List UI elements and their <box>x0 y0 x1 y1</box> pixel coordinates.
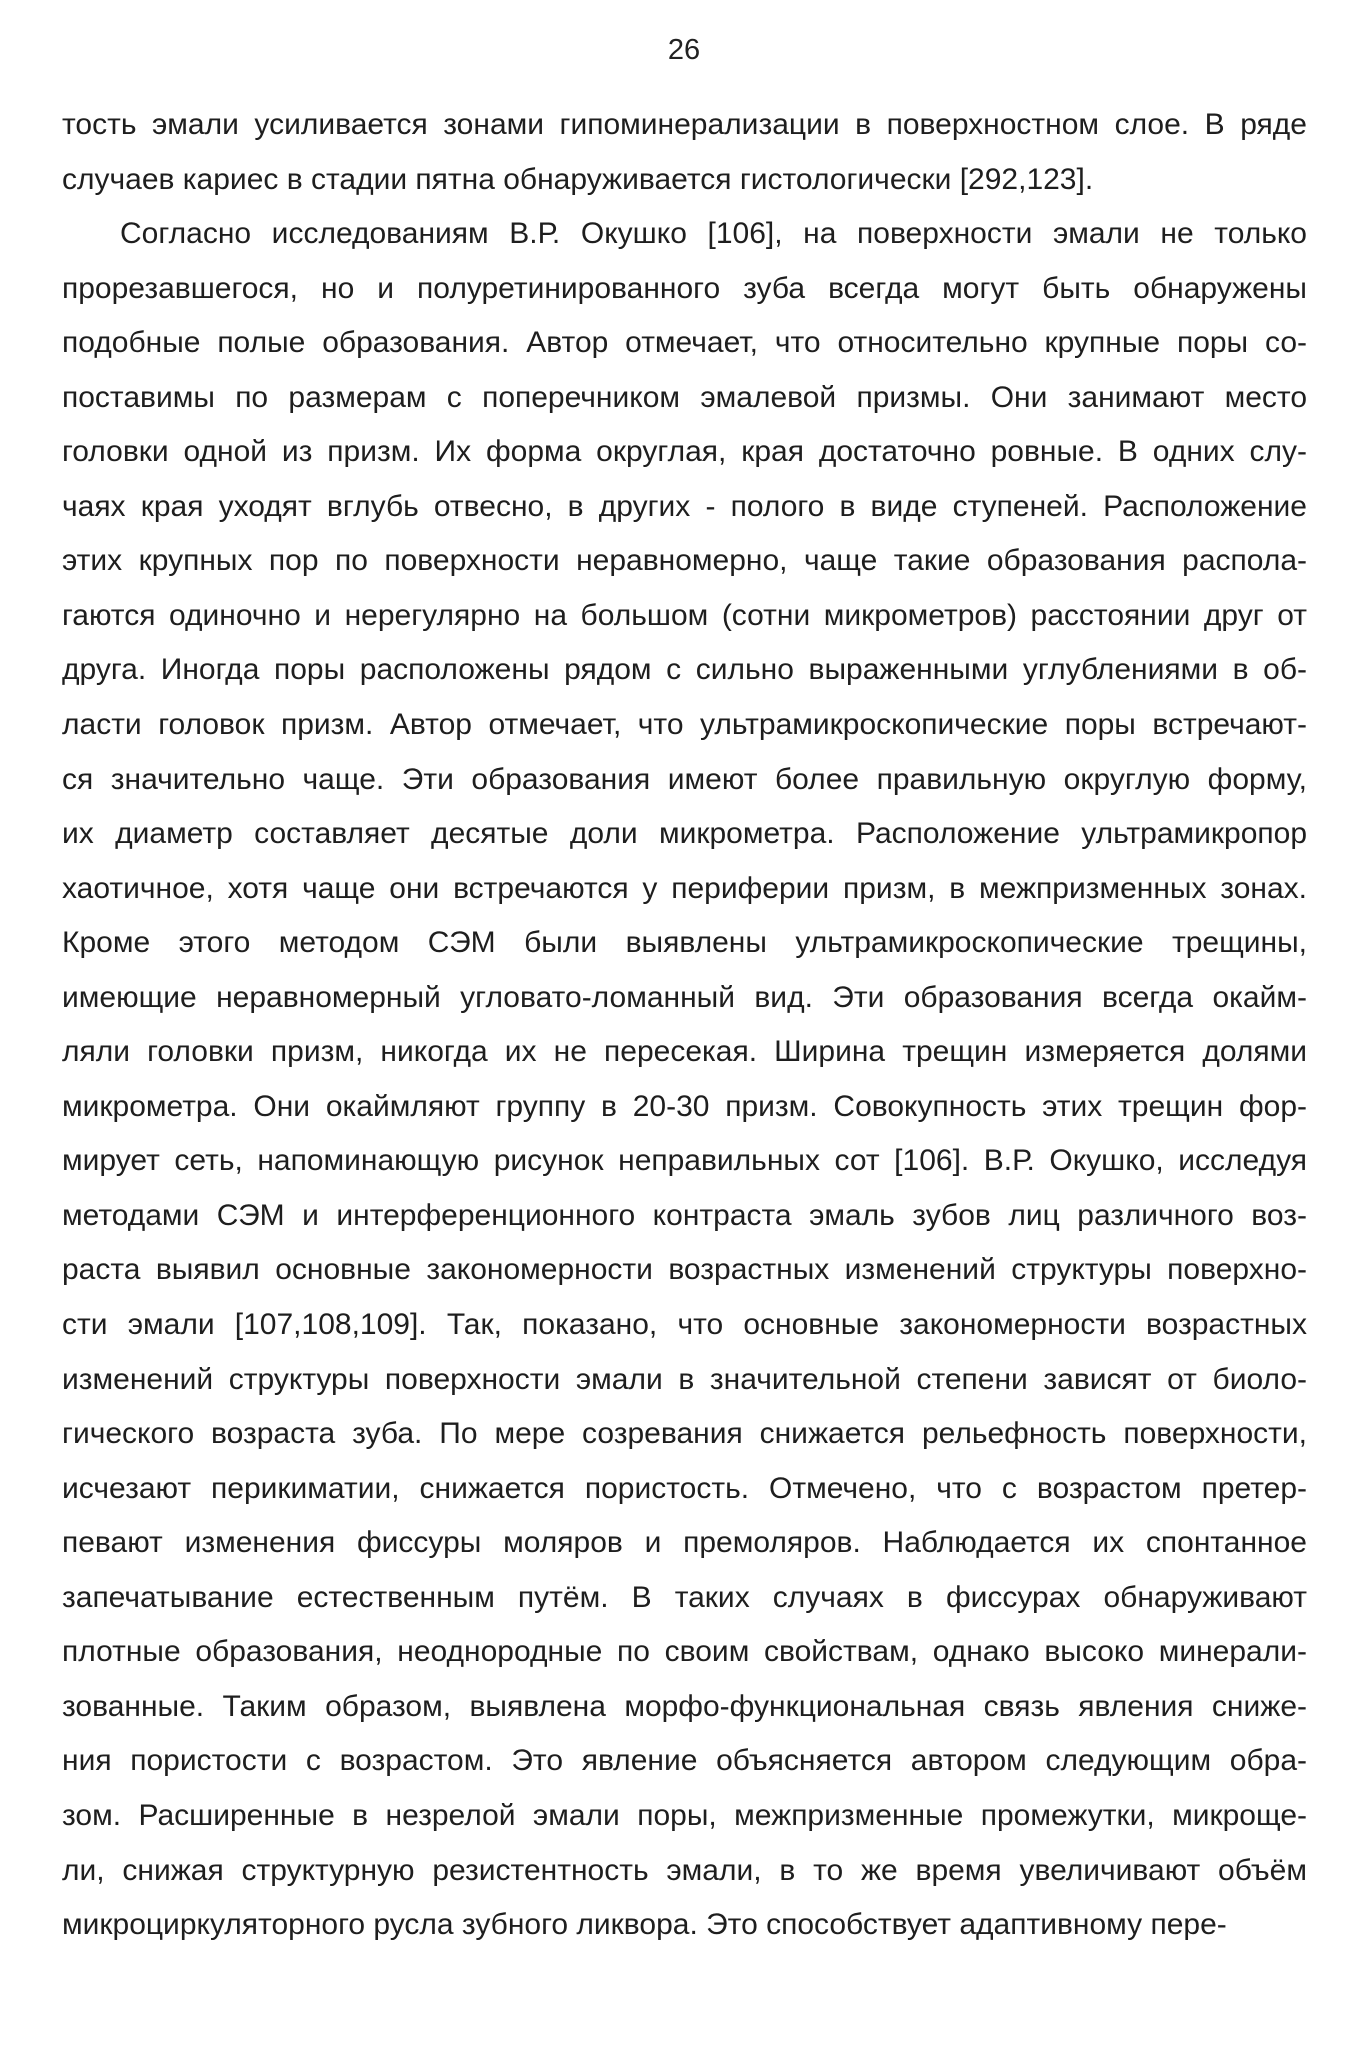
text-line: Согласно исследованиям В.Р. Окушко [106], на поверхности эмали не только <box>120 217 1307 251</box>
text-line: ся значительно чаще. Эти образования имеют более правильную округлую форму, <box>62 762 1307 796</box>
text-line: ли, снижая структурную резистентность эмали, в то же время увеличивают объём <box>62 1853 1307 1887</box>
text-line: этих крупных пор по поверхности неравномерно, чаще такие образования распола- <box>62 544 1307 578</box>
text-line: ляли головки призм, никогда их не пересекая. Ширина трещин измеряется долями <box>62 1035 1307 1069</box>
text-line: их диаметр составляет десятые доли микрометра. Расположение ультрамикропор <box>62 817 1307 851</box>
text-line: поставимы по размерам с поперечником эмалевой призмы. Они занимают место <box>62 380 1307 414</box>
text-line: чаях края уходят вглубь отвесно, в других - полого в виде ступеней. Расположение <box>62 489 1307 523</box>
text-line: ласти головок призм. Автор отмечает, что ультрамикроскопические поры встречают- <box>62 708 1307 742</box>
text-line: прорезавшегося, но и полуретинированного зуба всегда могут быть обнаружены <box>62 271 1307 305</box>
text-line: певают изменения фиссуры моляров и премоляров. Наблюдается их спонтанное <box>62 1526 1307 1560</box>
text-line: подобные полые образования. Автор отмечает, что относительно крупные поры со- <box>62 326 1307 360</box>
body-text <box>62 98 1307 1953</box>
paragraph <box>62 207 1307 1953</box>
paragraph <box>62 98 1307 207</box>
text-line: имеющие неравномерный угловато-ломанный вид. Эти образования всегда окайм- <box>62 980 1307 1014</box>
text-line: Кроме этого методом СЭМ были выявлены ультрамикроскопические трещины, <box>62 926 1307 960</box>
text-line: мирует сеть, напоминающую рисунок неправильных сот [106]. В.Р. Окушко, исследуя <box>62 1144 1307 1178</box>
text-line: плотные образования, неоднородные по своим свойствам, однако высоко минерали- <box>62 1635 1307 1669</box>
text-line: микрометра. Они окаймляют группу в 20-30 призм. Совокупность этих трещин фор- <box>62 1089 1307 1123</box>
text-line: зом. Расширенные в незрелой эмали поры, межпризменные промежутки, микроще- <box>62 1798 1307 1832</box>
text-line: микроциркуляторного русла зубного ликвора. Это способствует адаптивному пере- <box>62 1908 1227 1942</box>
text-line: исчезают перикиматии, снижается пористость. Отмечено, что с возрастом претер- <box>62 1471 1307 1505</box>
text-line: зованные. Таким образом, выявлена морфо-функциональная связь явления сниже- <box>62 1689 1307 1723</box>
page-number: 26 <box>667 34 701 66</box>
text-line: запечатывание естественным путём. В таких случаях в фиссурах обнаруживают <box>62 1580 1307 1614</box>
text-line: гаются одиночно и нерегулярно на большом (сотни микрометров) расстоянии друг от <box>62 598 1307 632</box>
text-line: методами СЭМ и интерференционного контраста эмаль зубов лиц различного воз- <box>62 1198 1307 1232</box>
text-line: хаотичное, хотя чаще они встречаются у периферии призм, в межпризменных зонах. <box>62 871 1307 905</box>
text-line: случаев кариес в стадии пятна обнаруживается гистологически [292,123]. <box>62 162 1094 196</box>
text-line: тость эмали усиливается зонами гипоминерализации в поверхностном слое. В ряде <box>62 108 1307 141</box>
text-line: друга. Иногда поры расположены рядом с сильно выраженными углублениями в об- <box>62 653 1307 687</box>
text-line: раста выявил основные закономерности возрастных изменений структуры поверхно- <box>62 1253 1307 1287</box>
text-line: сти эмали [107,108,109]. Так, показано, что основные закономерности возрастных <box>62 1308 1307 1342</box>
text-line: головки одной из призм. Их форма округлая, края достаточно ровные. В одних слу- <box>62 435 1307 469</box>
text-line: изменений структуры поверхности эмали в значительной степени зависят от биоло- <box>62 1362 1307 1396</box>
text-line: ния пористости с возрастом. Это явление объясняется автором следующим обра- <box>62 1744 1307 1778</box>
text-line: гического возраста зуба. По мере созревания снижается рельефность поверхности, <box>62 1417 1307 1451</box>
